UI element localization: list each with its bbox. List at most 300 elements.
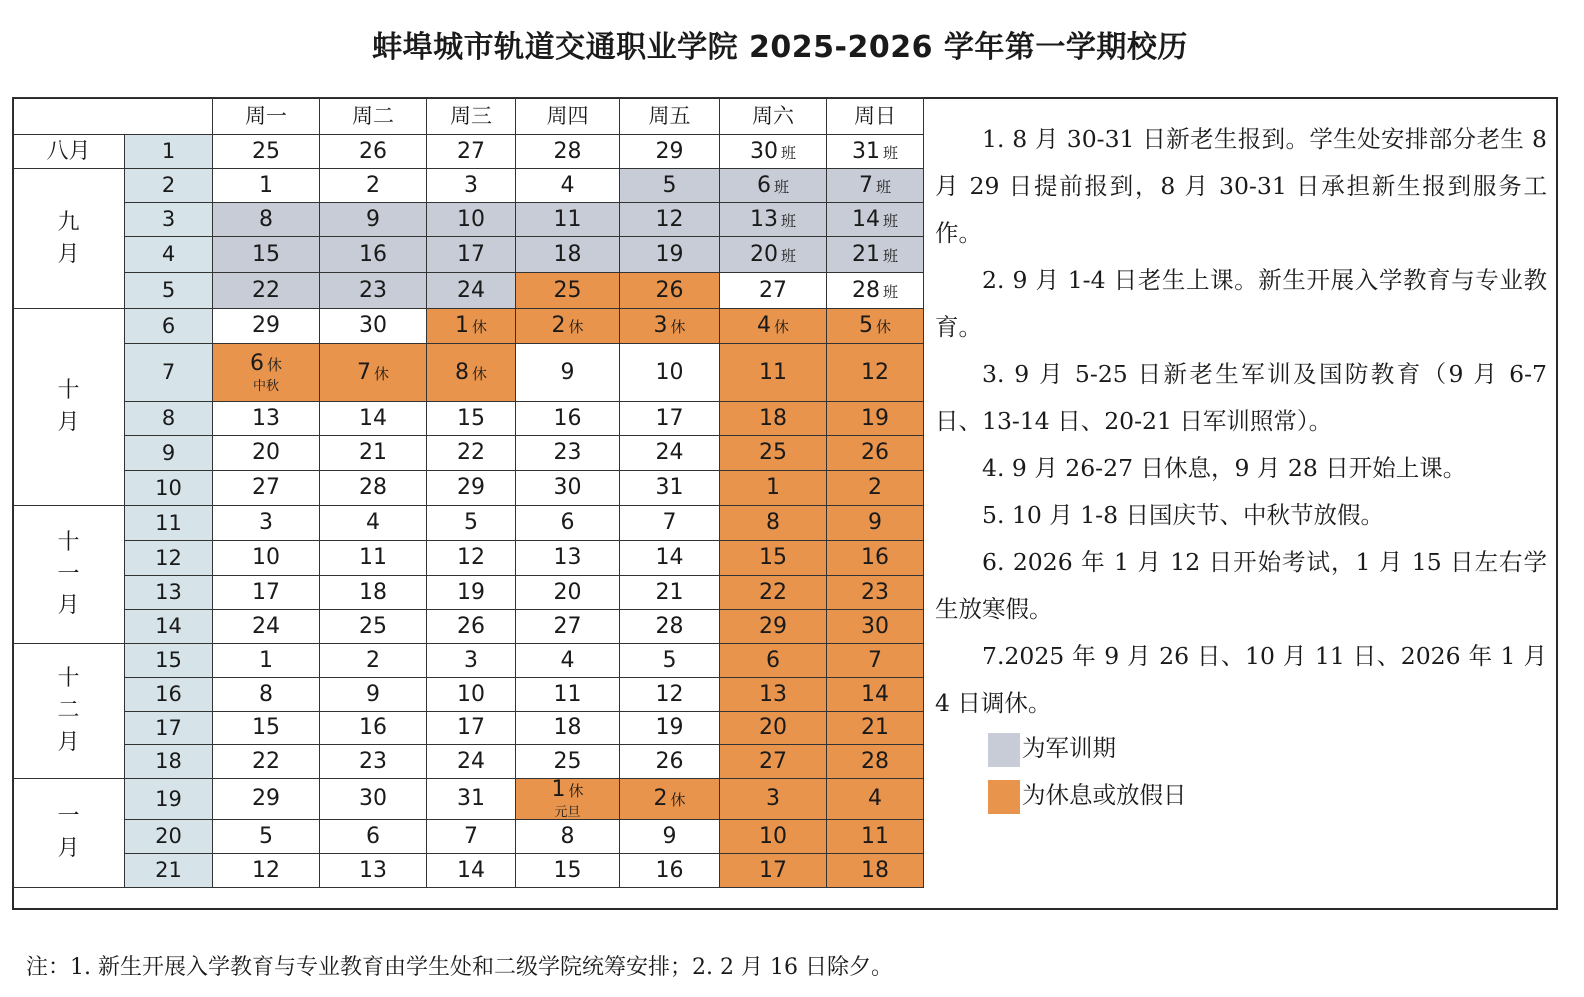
month-label bbox=[13, 135, 125, 169]
rest-day-label: 休 bbox=[471, 318, 487, 336]
day-cell bbox=[213, 169, 320, 203]
day-number: 17 bbox=[252, 579, 280, 605]
day-cell bbox=[620, 203, 720, 237]
day-number: 28 bbox=[861, 748, 889, 774]
day-cell bbox=[320, 203, 427, 237]
day-cell bbox=[720, 402, 827, 436]
day-number: 28 bbox=[553, 138, 582, 164]
day-number: 30 bbox=[359, 313, 387, 338]
week-number: 16 bbox=[125, 678, 213, 712]
week-number: 1 bbox=[125, 135, 213, 169]
day-number: 28 bbox=[655, 613, 684, 639]
rest-day-label: 休 bbox=[875, 318, 891, 336]
day-cell bbox=[320, 779, 427, 820]
makeup-day-label: 班 bbox=[882, 143, 898, 162]
day-cell bbox=[320, 135, 427, 169]
makeup-day-label: 班 bbox=[875, 177, 891, 196]
day-number: 15 bbox=[759, 545, 787, 570]
day-cell bbox=[827, 745, 924, 779]
day-number: 14 bbox=[851, 206, 880, 232]
day-number: 17 bbox=[759, 857, 787, 883]
day-cell bbox=[213, 576, 320, 610]
day-number: 3 bbox=[766, 786, 780, 811]
makeup-day-label: 班 bbox=[773, 177, 789, 196]
weekday-header: 周四 bbox=[516, 98, 620, 135]
day-cell bbox=[320, 610, 427, 644]
month-label-text: 八月 bbox=[46, 138, 91, 164]
legend-military bbox=[988, 730, 1116, 766]
week-number: 14 bbox=[125, 610, 213, 644]
day-cell bbox=[516, 712, 620, 745]
note-item: 2. 9 月 1-4 日老生上课。新生开展入学教育与专业教育。 bbox=[935, 266, 1547, 341]
week-number: 12 bbox=[125, 541, 213, 576]
day-number: 2 bbox=[551, 313, 566, 338]
day-number: 22 bbox=[252, 748, 280, 774]
day-cell bbox=[516, 541, 620, 576]
makeup-day-label: 班 bbox=[882, 246, 898, 265]
day-number: 5 bbox=[662, 647, 677, 673]
day-number: 12 bbox=[457, 545, 485, 570]
day-number: 6 bbox=[366, 823, 380, 849]
week-row bbox=[13, 644, 924, 678]
day-cell bbox=[320, 854, 427, 888]
day-cell bbox=[213, 402, 320, 436]
week-row bbox=[13, 779, 924, 820]
week-number: 17 bbox=[125, 712, 213, 745]
week-row bbox=[13, 576, 924, 610]
day-number: 31 bbox=[457, 786, 485, 811]
day-cell bbox=[213, 436, 320, 471]
weekday-header: 周日 bbox=[827, 98, 924, 135]
day-cell bbox=[827, 506, 924, 541]
week-number: 8 bbox=[125, 402, 213, 436]
day-number: 26 bbox=[359, 138, 387, 164]
day-number: 17 bbox=[655, 405, 684, 431]
day-number: 13 bbox=[359, 857, 387, 883]
day-number: 9 bbox=[366, 681, 380, 707]
day-number: 15 bbox=[252, 241, 280, 267]
day-number: 29 bbox=[655, 138, 684, 164]
day-number: 19 bbox=[861, 405, 889, 431]
day-cell bbox=[427, 712, 516, 745]
day-number: 3 bbox=[653, 313, 668, 338]
month-label-text: 十一月 bbox=[57, 529, 80, 619]
day-number: 27 bbox=[553, 613, 582, 639]
day-cell bbox=[320, 541, 427, 576]
day-cell bbox=[720, 506, 827, 541]
week-number: 15 bbox=[125, 644, 213, 678]
day-number: 2 bbox=[868, 475, 882, 500]
day-number: 24 bbox=[252, 613, 280, 639]
day-cell bbox=[213, 541, 320, 576]
day-number: 10 bbox=[457, 681, 485, 707]
day-number: 23 bbox=[861, 579, 889, 605]
calendar-table bbox=[12, 97, 924, 888]
day-cell bbox=[320, 506, 427, 541]
day-cell bbox=[516, 854, 620, 888]
day-number: 29 bbox=[759, 613, 787, 639]
day-cell bbox=[427, 203, 516, 237]
day-number: 7 bbox=[858, 172, 873, 198]
weekday-header: 周五 bbox=[620, 98, 720, 135]
header-corner bbox=[13, 98, 213, 135]
day-number: 12 bbox=[655, 681, 684, 707]
day-number: 7 bbox=[662, 510, 677, 535]
day-number: 9 bbox=[662, 823, 677, 849]
legend-holiday-swatch bbox=[988, 780, 1020, 814]
day-cell bbox=[720, 820, 827, 854]
rest-day-label: 休 bbox=[373, 364, 389, 383]
day-number: 29 bbox=[252, 313, 280, 338]
day-number: 7 bbox=[464, 823, 478, 849]
day-number: 14 bbox=[861, 681, 889, 707]
day-number: 1 bbox=[454, 313, 469, 338]
day-number: 23 bbox=[359, 748, 387, 774]
day-cell bbox=[620, 678, 720, 712]
week-row bbox=[13, 402, 924, 436]
day-number: 28 bbox=[359, 475, 387, 500]
day-number: 9 bbox=[868, 510, 882, 535]
day-number: 7 bbox=[356, 359, 371, 385]
week-number: 4 bbox=[125, 237, 213, 273]
day-number: 28 bbox=[851, 277, 880, 303]
day-cell bbox=[720, 309, 827, 344]
day-number: 5 bbox=[464, 510, 478, 535]
day-cell bbox=[720, 471, 827, 506]
day-cell bbox=[620, 820, 720, 854]
week-number: 18 bbox=[125, 745, 213, 779]
day-cell bbox=[827, 402, 924, 436]
day-cell bbox=[720, 203, 827, 237]
day-cell bbox=[516, 610, 620, 644]
day-number: 25 bbox=[759, 440, 787, 465]
day-cell bbox=[620, 237, 720, 273]
day-number: 13 bbox=[759, 681, 787, 707]
day-cell bbox=[516, 273, 620, 309]
day-cell bbox=[720, 610, 827, 644]
day-number: 24 bbox=[655, 440, 684, 465]
day-cell bbox=[827, 712, 924, 745]
day-number: 15 bbox=[457, 405, 485, 431]
day-number: 24 bbox=[457, 277, 485, 303]
day-number: 25 bbox=[553, 748, 582, 774]
day-number: 15 bbox=[553, 857, 582, 883]
week-row bbox=[13, 712, 924, 745]
day-cell bbox=[620, 644, 720, 678]
day-cell bbox=[720, 712, 827, 745]
day-cell bbox=[213, 745, 320, 779]
week-row bbox=[13, 610, 924, 644]
day-number: 20 bbox=[252, 440, 280, 465]
day-cell bbox=[427, 576, 516, 610]
day-number: 31 bbox=[655, 475, 684, 500]
day-number: 13 bbox=[749, 206, 778, 232]
day-number: 16 bbox=[861, 545, 889, 570]
day-cell bbox=[720, 237, 827, 273]
week-row bbox=[13, 678, 924, 712]
rest-day-label: 休 bbox=[471, 364, 487, 383]
week-number: 10 bbox=[125, 471, 213, 506]
day-cell bbox=[620, 135, 720, 169]
day-cell bbox=[427, 309, 516, 344]
weekday-header: 周三 bbox=[427, 98, 516, 135]
day-number: 24 bbox=[457, 748, 485, 774]
day-cell bbox=[720, 854, 827, 888]
day-cell bbox=[427, 471, 516, 506]
day-cell bbox=[827, 678, 924, 712]
week-number: 20 bbox=[125, 820, 213, 854]
day-number: 30 bbox=[749, 138, 778, 164]
day-number: 11 bbox=[861, 823, 889, 849]
day-number: 5 bbox=[858, 313, 873, 338]
day-cell bbox=[516, 644, 620, 678]
day-cell bbox=[320, 436, 427, 471]
week-row bbox=[13, 506, 924, 541]
day-cell bbox=[720, 779, 827, 820]
day-number: 18 bbox=[553, 715, 582, 740]
day-number: 26 bbox=[457, 613, 485, 639]
day-cell bbox=[427, 402, 516, 436]
day-cell bbox=[516, 506, 620, 541]
day-cell bbox=[827, 854, 924, 888]
day-number: 19 bbox=[655, 715, 684, 740]
makeup-day-label: 班 bbox=[780, 246, 796, 265]
day-cell bbox=[213, 820, 320, 854]
rest-day-label: 休 bbox=[568, 782, 584, 800]
day-cell bbox=[720, 745, 827, 779]
makeup-day-label: 班 bbox=[780, 143, 796, 162]
day-cell bbox=[720, 273, 827, 309]
day-number: 6 bbox=[766, 647, 780, 673]
day-number: 13 bbox=[553, 545, 582, 570]
footnote: 注：1. 新生开展入学教育与专业教育由学生处和二级学院统筹安排；2. 2 月 16 日除夕。 bbox=[26, 955, 893, 980]
day-cell bbox=[320, 169, 427, 203]
day-cell bbox=[320, 273, 427, 309]
day-number: 16 bbox=[359, 715, 387, 740]
day-number: 20 bbox=[749, 241, 778, 267]
week-number: 11 bbox=[125, 506, 213, 541]
week-number: 9 bbox=[125, 436, 213, 471]
day-cell bbox=[516, 237, 620, 273]
day-number: 11 bbox=[553, 681, 582, 707]
day-cell bbox=[213, 471, 320, 506]
day-cell bbox=[320, 678, 427, 712]
day-number: 19 bbox=[457, 579, 485, 605]
day-number: 13 bbox=[252, 405, 280, 431]
month-label bbox=[13, 169, 125, 309]
day-cell bbox=[213, 854, 320, 888]
day-cell bbox=[320, 745, 427, 779]
day-number: 8 bbox=[560, 823, 575, 849]
day-number: 26 bbox=[655, 277, 684, 303]
day-cell bbox=[516, 745, 620, 779]
day-number: 30 bbox=[359, 786, 387, 811]
day-cell bbox=[720, 576, 827, 610]
day-number: 27 bbox=[457, 138, 485, 164]
day-cell bbox=[720, 436, 827, 471]
rest-day-label: 休 bbox=[670, 318, 686, 336]
day-number: 6 bbox=[249, 350, 264, 376]
week-row bbox=[13, 820, 924, 854]
day-cell bbox=[827, 644, 924, 678]
day-cell bbox=[320, 309, 427, 344]
day-cell bbox=[427, 779, 516, 820]
day-number: 1 bbox=[551, 777, 566, 802]
legend-military-swatch bbox=[988, 733, 1020, 767]
day-number: 23 bbox=[359, 277, 387, 303]
month-label bbox=[13, 644, 125, 779]
day-cell bbox=[620, 273, 720, 309]
day-cell bbox=[213, 506, 320, 541]
week-number: 3 bbox=[125, 203, 213, 237]
day-number: 10 bbox=[759, 823, 787, 849]
day-number: 8 bbox=[766, 510, 780, 535]
day-cell bbox=[213, 273, 320, 309]
day-number: 22 bbox=[457, 440, 485, 465]
day-cell bbox=[320, 576, 427, 610]
day-number: 11 bbox=[759, 359, 787, 385]
day-number: 4 bbox=[366, 510, 380, 535]
day-cell bbox=[516, 471, 620, 506]
day-cell bbox=[427, 344, 516, 402]
day-number: 17 bbox=[457, 241, 485, 267]
day-number: 14 bbox=[655, 545, 684, 570]
day-number: 12 bbox=[252, 857, 280, 883]
day-cell bbox=[320, 471, 427, 506]
day-cell bbox=[620, 436, 720, 471]
day-cell bbox=[827, 541, 924, 576]
day-cell bbox=[827, 344, 924, 402]
day-cell bbox=[213, 309, 320, 344]
day-number: 20 bbox=[553, 579, 582, 605]
day-number: 7 bbox=[868, 647, 882, 673]
day-number: 18 bbox=[553, 241, 582, 267]
month-label bbox=[13, 779, 125, 888]
day-number: 31 bbox=[851, 138, 880, 164]
rest-day-label: 休 bbox=[266, 355, 282, 374]
day-cell bbox=[427, 506, 516, 541]
week-row bbox=[13, 745, 924, 779]
week-row bbox=[13, 237, 924, 273]
day-number: 10 bbox=[655, 359, 684, 385]
day-cell bbox=[427, 237, 516, 273]
week-number: 2 bbox=[125, 169, 213, 203]
holiday-name: 中秋 bbox=[252, 378, 279, 394]
day-cell bbox=[620, 506, 720, 541]
week-row bbox=[13, 169, 924, 203]
day-number: 5 bbox=[259, 823, 273, 849]
day-cell bbox=[427, 135, 516, 169]
day-cell bbox=[827, 309, 924, 344]
day-number: 22 bbox=[252, 277, 280, 303]
day-cell bbox=[720, 541, 827, 576]
weekday-header: 周六 bbox=[720, 98, 827, 135]
week-number: 5 bbox=[125, 273, 213, 309]
day-cell bbox=[620, 169, 720, 203]
day-number: 30 bbox=[861, 613, 889, 639]
day-cell bbox=[427, 273, 516, 309]
day-cell bbox=[720, 678, 827, 712]
note-item: 5. 10 月 1-8 日国庆节、中秋节放假。 bbox=[982, 501, 1385, 529]
day-number: 8 bbox=[259, 681, 273, 707]
day-number: 29 bbox=[252, 786, 280, 811]
day-number: 27 bbox=[759, 748, 787, 774]
day-cell bbox=[213, 203, 320, 237]
day-cell bbox=[516, 135, 620, 169]
day-cell bbox=[827, 203, 924, 237]
day-cell bbox=[213, 779, 320, 820]
day-cell bbox=[427, 436, 516, 471]
day-number: 6 bbox=[560, 510, 575, 535]
day-cell bbox=[720, 344, 827, 402]
day-number: 3 bbox=[464, 172, 478, 198]
day-cell bbox=[620, 402, 720, 436]
day-cell bbox=[320, 344, 427, 402]
legend-holiday bbox=[988, 777, 1187, 813]
month-label-text: 一月 bbox=[57, 804, 80, 861]
day-number: 23 bbox=[553, 440, 582, 465]
legend-holiday-label: 为休息或放假日 bbox=[1022, 781, 1187, 809]
week-number: 21 bbox=[125, 854, 213, 888]
day-cell bbox=[620, 576, 720, 610]
day-cell bbox=[620, 779, 720, 820]
day-number: 9 bbox=[366, 206, 380, 232]
day-cell bbox=[427, 745, 516, 779]
day-number: 18 bbox=[759, 405, 787, 431]
day-cell bbox=[213, 237, 320, 273]
day-number: 26 bbox=[655, 748, 684, 774]
weekday-header: 周一 bbox=[213, 98, 320, 135]
day-cell bbox=[516, 436, 620, 471]
day-number: 9 bbox=[560, 359, 575, 385]
day-cell bbox=[620, 541, 720, 576]
week-row bbox=[13, 273, 924, 309]
day-number: 25 bbox=[252, 138, 280, 164]
day-cell bbox=[320, 820, 427, 854]
day-cell bbox=[427, 820, 516, 854]
note-item: 1. 8 月 30-31 日新老生报到。学生处安排部分老生 8 月 29 日提前报到，8 月 30-31 日承担新生报到服务工作。 bbox=[935, 125, 1547, 247]
week-row bbox=[13, 471, 924, 506]
day-number: 26 bbox=[861, 440, 889, 465]
month-label-text: 十二月 bbox=[57, 666, 80, 755]
week-row bbox=[13, 309, 924, 344]
day-number: 3 bbox=[259, 510, 273, 535]
day-cell bbox=[827, 169, 924, 203]
day-cell bbox=[827, 471, 924, 506]
note-item: 3. 9 月 5-25 日新老生军训及国防教育（9 月 6-7 日、13-14 日、20-21 日军训照常）。 bbox=[935, 360, 1547, 435]
day-cell bbox=[427, 169, 516, 203]
day-number: 11 bbox=[359, 545, 387, 570]
day-cell bbox=[516, 344, 620, 402]
day-number: 21 bbox=[851, 241, 880, 267]
day-cell bbox=[213, 344, 320, 402]
day-number: 16 bbox=[359, 241, 387, 267]
makeup-day-label: 班 bbox=[780, 211, 796, 230]
day-number: 30 bbox=[553, 475, 582, 500]
day-cell bbox=[427, 541, 516, 576]
week-row bbox=[13, 854, 924, 888]
day-number: 21 bbox=[861, 715, 889, 740]
day-cell bbox=[516, 203, 620, 237]
day-number: 10 bbox=[457, 206, 485, 232]
day-cell bbox=[213, 644, 320, 678]
note-item: 4. 9 月 26-27 日休息，9 月 28 日开始上课。 bbox=[982, 454, 1467, 482]
holiday-name: 元旦 bbox=[554, 805, 581, 820]
day-number: 27 bbox=[252, 475, 280, 500]
day-number: 1 bbox=[766, 475, 780, 500]
day-number: 4 bbox=[560, 647, 575, 673]
day-cell bbox=[516, 678, 620, 712]
